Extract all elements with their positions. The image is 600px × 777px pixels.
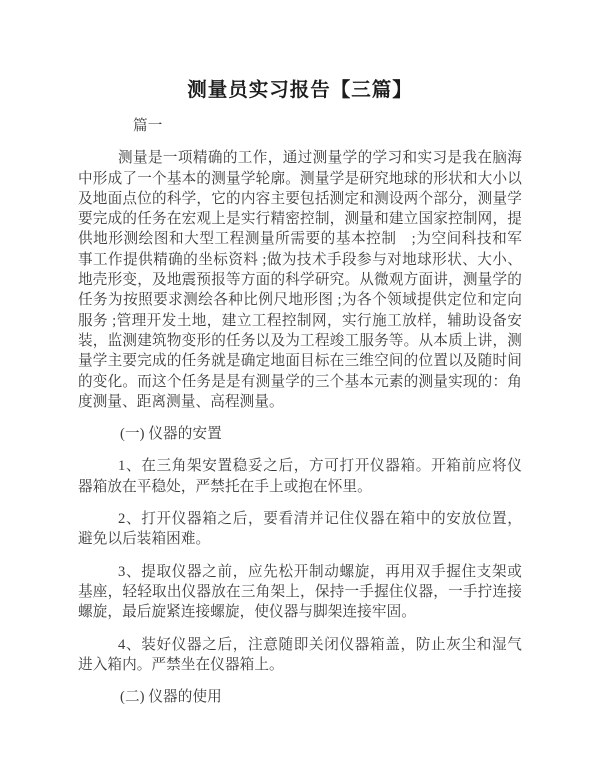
paragraph-overview: 测量是一项精确的工作，通过测量学的学习和实习是我在脑海中形成了一个基本的测量学轮廓。测量学是研究地球的形状和大小以及地面点位的科学，它的内容主要包括测定和测设两个部分，测量学要完成的任务在宏观上是实行精密控制，测量和建立国家控制网，提供地形测绘图和大型工程测量所需要的基本控制 ;为空间科技和军事工作提供精确的坐标资料 ;做为技术手段参与对地球形状、大小、地壳形变，及地震预报等方面的科学研究。从微观方面讲，测量学的任务为按照要求测绘各种比例尺地形图 ;为各个领域提供定位和定向服务 ;管理开发土地，建立工程控制网，实行施工放样，辅助设备安装，监测建筑物变形的任务以及为工程竣工服务等。从本质上讲，测量学主要完成的任务就是确定地面目标在三维空间的位置以及随时间的变化。而这个任务是是有测量学的三个基本元素的测量实现的：角度测量、距离测量、高程测量。 xyxy=(78,150,522,410)
section-label-one: 篇一 xyxy=(133,118,163,134)
list-item-2: 2、打开仪器箱之后，要看清并记住仪器在箱中的安放位置，避免以后装箱困难。 xyxy=(78,511,522,548)
list-item-3: 3、提取仪器之前，应先松开制动螺旋，再用双手握住支架或基座，轻轻取出仪器放在三角架上，保持一手握住仪器，一手拧连接螺旋，最后旋紧连接螺旋，使仪器与脚架连接牢固。 xyxy=(78,563,522,621)
document-title: 测量员实习报告【三篇】 xyxy=(187,80,413,101)
list-item-4: 4、装好仪器之后，注意随即关闭仪器箱盖，防止灰尘和湿气进入箱内。严禁坐在仪器箱上。 xyxy=(78,636,522,673)
subheading-instrument-setup: (一) 仪器的安置 xyxy=(120,426,222,443)
list-item-1: 1、在三角架安置稳妥之后，方可打开仪器箱。开箱前应将仪器箱放在平稳处，严禁托在手上或抱在怀里。 xyxy=(78,458,522,495)
subheading-instrument-use: (二) 仪器的使用 xyxy=(120,689,222,706)
